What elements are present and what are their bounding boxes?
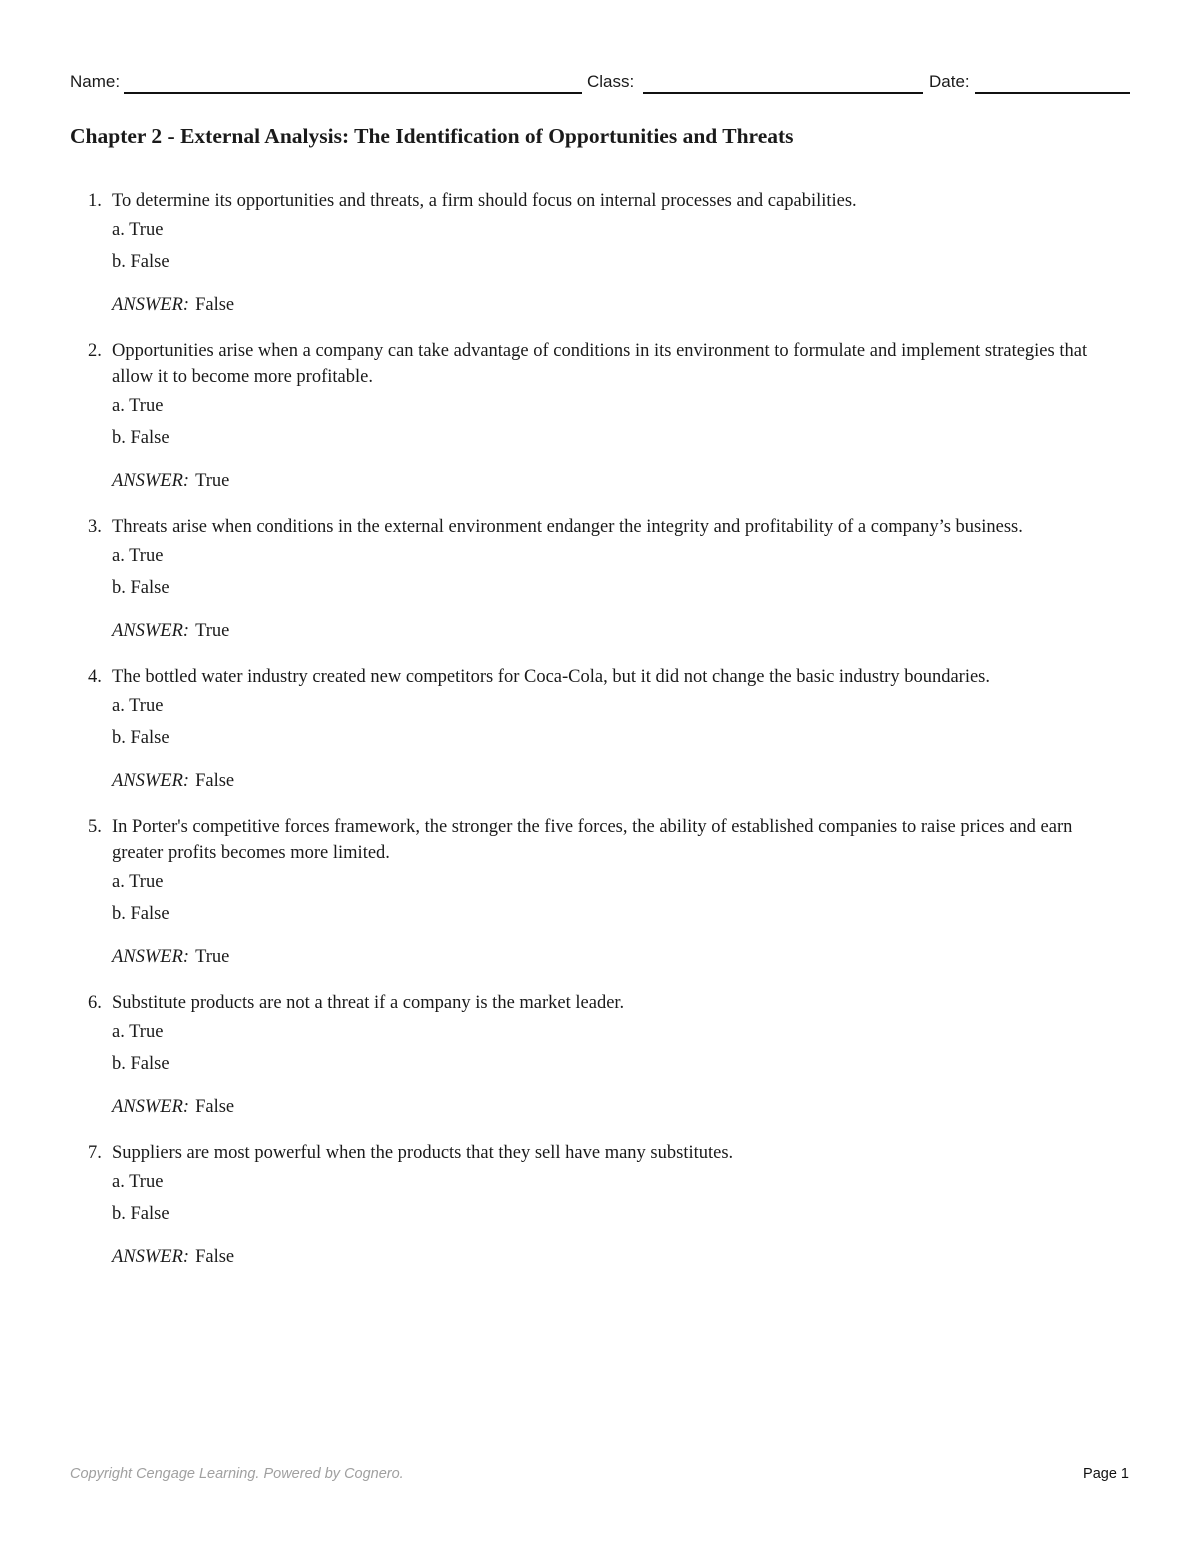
name-label: Name: <box>70 72 121 91</box>
answer-label: ANSWER: <box>112 621 190 641</box>
answer-option: b. False <box>112 428 170 448</box>
question-text: Threats arise when conditions in the external environment endanger the integrity and profitability of a company’s business. <box>112 517 1023 537</box>
question-item <box>0 664 1200 794</box>
answer-option: b. False <box>112 252 170 272</box>
answer-value: False <box>195 1247 235 1267</box>
answer-label: ANSWER: <box>112 295 190 315</box>
question-number: 3. <box>88 517 102 537</box>
question-number: 2. <box>88 341 102 361</box>
class-field-line <box>643 92 923 94</box>
answer-value: True <box>195 471 230 491</box>
answer-label: ANSWER: <box>112 471 190 491</box>
question-item <box>0 188 1200 318</box>
date-field-line <box>975 92 1130 94</box>
answer-value: False <box>195 771 235 791</box>
question-item <box>0 814 1200 970</box>
answer-option: b. False <box>112 1204 170 1224</box>
answer-value: True <box>195 947 230 967</box>
question-text: In Porter's competitive forces framework, the stronger the five forces, the ability of established companies to raise prices and earn greater profits becomes more limited. <box>112 817 1073 863</box>
answer-option: a. True <box>112 872 164 892</box>
answer-label: ANSWER: <box>112 947 190 967</box>
question-item <box>0 990 1200 1120</box>
date-label: Date: <box>929 72 970 91</box>
answer-option: a. True <box>112 396 164 416</box>
answer-option: b. False <box>112 728 170 748</box>
answer-option: a. True <box>112 696 164 716</box>
answer-line <box>112 944 1200 970</box>
answer-label: ANSWER: <box>112 1247 190 1267</box>
question-number: 4. <box>88 667 102 687</box>
question-text: The bottled water industry created new competitors for Coca-Cola, but it did not change the basic industry boundaries. <box>112 667 990 687</box>
answer-option: b. False <box>112 904 170 924</box>
question-text: Substitute products are not a threat if a company is the market leader. <box>112 993 625 1013</box>
page-number: Page 1 <box>1083 1466 1129 1482</box>
class-label: Class: <box>587 72 635 91</box>
answer-line <box>112 292 1200 318</box>
answer-option: a. True <box>112 220 164 240</box>
question-text: Suppliers are most powerful when the products that they sell have many substitutes. <box>112 1143 734 1163</box>
answer-value: False <box>195 1097 235 1117</box>
question-item <box>0 1140 1200 1270</box>
answer-value: False <box>195 295 235 315</box>
answer-line <box>112 1244 1200 1270</box>
answer-option: b. False <box>112 1054 170 1074</box>
page-title: Chapter 2 - External Analysis: The Identification of Opportunities and Threats <box>70 124 794 148</box>
name-field-line <box>124 92 582 94</box>
question-list <box>0 188 1200 1290</box>
answer-option: a. True <box>112 546 164 566</box>
answer-line <box>112 768 1200 794</box>
question-text: Opportunities arise when a company can take advantage of conditions in its environment to formulate and implement strategies that allow it to become more profitable. <box>112 341 1088 387</box>
copyright-notice: Copyright Cengage Learning. Powered by Cognero. <box>70 1466 404 1482</box>
answer-line <box>112 468 1200 494</box>
question-number: 1. <box>88 191 102 211</box>
header-fields <box>70 72 1130 96</box>
answer-line <box>112 1094 1200 1120</box>
answer-value: True <box>195 621 230 641</box>
answer-line <box>112 618 1200 644</box>
question-text: To determine its opportunities and threats, a firm should focus on internal processes and capabilities. <box>112 191 857 211</box>
question-item <box>0 514 1200 644</box>
answer-label: ANSWER: <box>112 1097 190 1117</box>
answer-label: ANSWER: <box>112 771 190 791</box>
answer-option: a. True <box>112 1172 164 1192</box>
question-number: 6. <box>88 993 102 1013</box>
question-number: 7. <box>88 1143 102 1163</box>
answer-option: a. True <box>112 1022 164 1042</box>
question-item <box>0 338 1200 494</box>
question-number: 5. <box>88 817 102 837</box>
answer-option: b. False <box>112 578 170 598</box>
